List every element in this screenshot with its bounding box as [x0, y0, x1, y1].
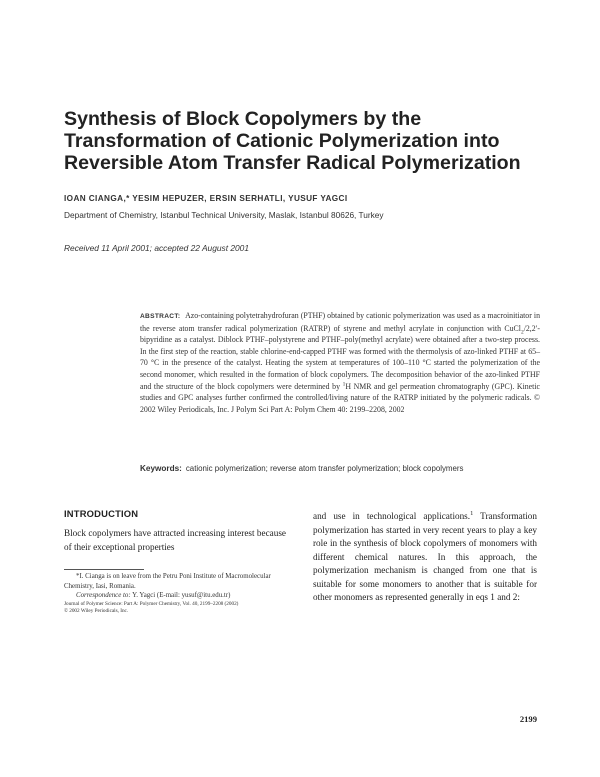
- section-heading-introduction: INTRODUCTION: [64, 508, 139, 519]
- journal-info: [64, 601, 294, 616]
- affiliation: Department of Chemistry, Istanbul Technical University, Maslak, Istanbul 80626, Turkey: [64, 210, 384, 220]
- abstract: [140, 310, 540, 415]
- keywords: [140, 463, 540, 475]
- received-dates: Received 11 April 2001; accepted 22 August 2001: [64, 243, 249, 253]
- footnote-divider: [64, 569, 144, 570]
- intro-right-column: [313, 510, 537, 605]
- journal-copyright: © 2002 Wiley Periodicals, Inc.: [64, 608, 129, 615]
- abstract-text-part-2: /2,2′-bipyridine as a catalyst. Diblock PTHF–polystyrene and PTHF–poly(methyl acrylate) were obtained after a two-step process. In the first step of the reaction, stable chlorine-end-capped PTHF was formed with the thermolysis of azo-linked PTHF at 65–70 °C in the presence of the catalyst. Heating the system at temperatures of 100–110 °C started the polymerization of the second monomer, which resulted in the formation of block copolymers. The decomposition behavior of the azo-linked PTHF and the structure of the block copolymers were determined by: [140, 323, 540, 391]
- footnote-correspondence: [64, 591, 286, 601]
- abstract-subscript: 2: [520, 329, 524, 336]
- article-title: Synthesis of Block Copolymers by the Transformation of Cationic Polymerization into Reversible Atom Transfer Radical Polymerization: [64, 108, 521, 174]
- page-number: 2199: [519, 714, 537, 724]
- footnote-author-note: *I. Cianga is on leave from the Petru Poni Institute of Macromolecular Chemistry, Iasi, Romania.: [64, 573, 271, 590]
- intro-left-column: Block copolymers have attracted increasing interest because of their exceptional properties: [64, 528, 286, 552]
- keywords-label: Keywords:: [140, 464, 182, 473]
- abstract-label: ABSTRACT:: [140, 313, 181, 320]
- intro-right-reference: 1: [470, 509, 474, 517]
- correspondence-label: Correspondence to:: [76, 592, 131, 600]
- keywords-text: cationic polymerization; reverse atom transfer polymerization; block copolymers: [185, 464, 464, 473]
- journal-citation: Journal of Polymer Science: Part A: Polymer Chemistry, Vol. 40, 2199–2208 (2002): [64, 601, 239, 607]
- footnotes: [64, 572, 286, 601]
- correspondence-text: Y. Yagci (E-mail: yusuf@itu.edu.tr): [130, 592, 231, 600]
- intro-right-text-part-1: and use in technological applications.: [313, 511, 471, 521]
- author-list: IOAN CIANGA,* YESIM HEPUZER, ERSIN SERHATLI, YUSUF YAGCI: [64, 194, 348, 203]
- abstract-superscript: 1: [342, 380, 346, 387]
- intro-right-text-part-2: Transformation polymerization has started in very recent years to play a key role in the synthesis of block copolymers of monomers with different chemical natures. In this approach, the polymerization mechanism is changed from one that is suitable for some monomers to another that is suitable for other monomers as represented generally in eqs 1 and 2:: [313, 511, 537, 602]
- abstract-text-part-3: H NMR and gel permeation chromatography (GPC). Kinetic studies and GPC analyses further confirmed the controlled/living nature of the RATRP initiated by the polymeric radicals. © 2002 Wiley Periodicals, Inc. J Polym Sci Part A: Polym Chem 40: 2199–2208, 2002: [140, 381, 540, 414]
- abstract-text-part-1: Azo-containing polytetrahydrofuran (PTHF) obtained by cationic polymerization was used as a macroinitiator in the reverse atom transfer radical polymerization (RATRP) of styrene and methyl acrylate in conjunction with CuCl: [140, 311, 540, 333]
